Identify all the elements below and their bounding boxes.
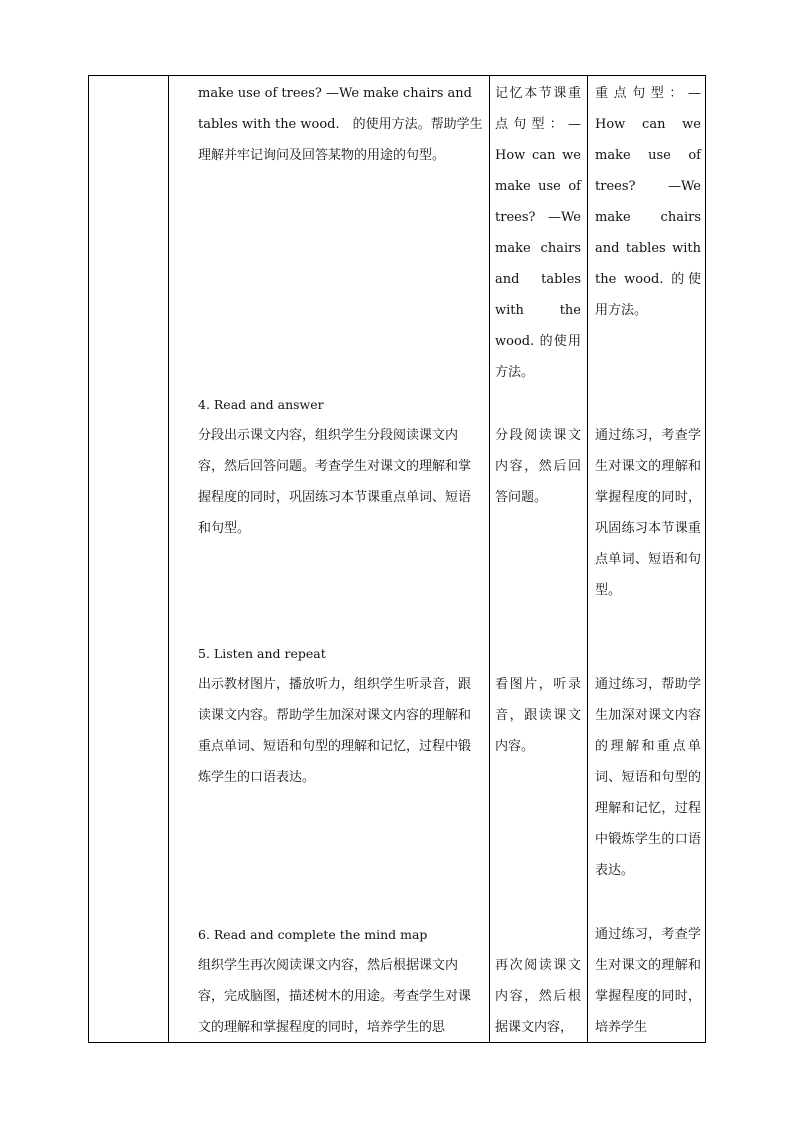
row1-col4-text: 重点句型：—How can we make use of trees? —We make chairs and tables with the wood. 的使用方法。: [595, 86, 701, 318]
row3-col3-text: 看图片，听录音，跟读课文内容。: [495, 677, 581, 754]
row4-design-intent: [595, 919, 701, 1043]
row2-heading: 4. Read and answer: [198, 397, 324, 412]
row4-col2-text: 组织学生再次阅读课文内容，然后根据课文内容，完成脑图，描述树木的用途。考查学生对课文的理解和掌握程度的同时，培养学生的思: [198, 958, 472, 1035]
row2-teacher-activity: [198, 389, 483, 544]
row4-col4-text: 通过练习，考查学生对课文的理解和掌握程度的同时，培养学生: [595, 927, 701, 1035]
column-divider-1: [168, 76, 169, 1042]
row2-col3-text: 分段阅读课文内容，然后回答问题。: [495, 428, 581, 505]
row3-heading: 5. Listen and repeat: [198, 646, 326, 661]
row1-col3-text: 记忆本节课重点句型：—How can we make use of trees? —We make chairs and tables with the wood. 的使用方法。: [495, 86, 581, 380]
row3-teacher-activity: [198, 638, 483, 793]
row3-col4-text: 通过练习，帮助学生加深对课文内容的理解和重点单词、短语和句型的理解和记忆，过程中锻炼学生的口语表达。: [595, 677, 701, 878]
row4-student-activity: [495, 950, 581, 1043]
row1-design-intent: [595, 78, 701, 326]
row3-design-intent: [595, 669, 701, 886]
row1-teacher-activity: [198, 78, 483, 171]
column-divider-2: [489, 76, 490, 1042]
row3-col2-text: 出示教材图片，播放听力，组织学生听录音，跟读课文内容。帮助学生加深对课文内容的理解和重点单词、短语和句型的理解和记忆，过程中锻炼学生的口语表达。: [198, 677, 472, 785]
row4-heading: 6. Read and complete the mind map: [198, 927, 428, 942]
row1-student-activity: [495, 78, 581, 388]
column-divider-3: [587, 76, 588, 1042]
row2-col4-text: 通过练习，考查学生对课文的理解和掌握程度的同时，巩固练习本节课重点单词、短语和句型。: [595, 428, 701, 598]
row4-col3-text: 再次阅读课文内容，然后根据课文内容，: [495, 958, 581, 1035]
row2-design-intent: [595, 420, 701, 606]
lesson-table: [88, 75, 706, 1043]
row2-student-activity: [495, 420, 581, 513]
row4-teacher-activity: [198, 919, 483, 1043]
row2-col2-text: 分段出示课文内容，组织学生分段阅读课文内容，然后回答问题。考查学生对课文的理解和掌握程度的同时，巩固练习本节课重点单词、短语和句型。: [198, 428, 472, 536]
row3-student-activity: [495, 669, 581, 762]
row1-col2-text: make use of trees? —We make chairs and tables with the wood. 的使用方法。帮助学生理解并牢记询问及回答某物的用途的句型。: [198, 86, 483, 163]
